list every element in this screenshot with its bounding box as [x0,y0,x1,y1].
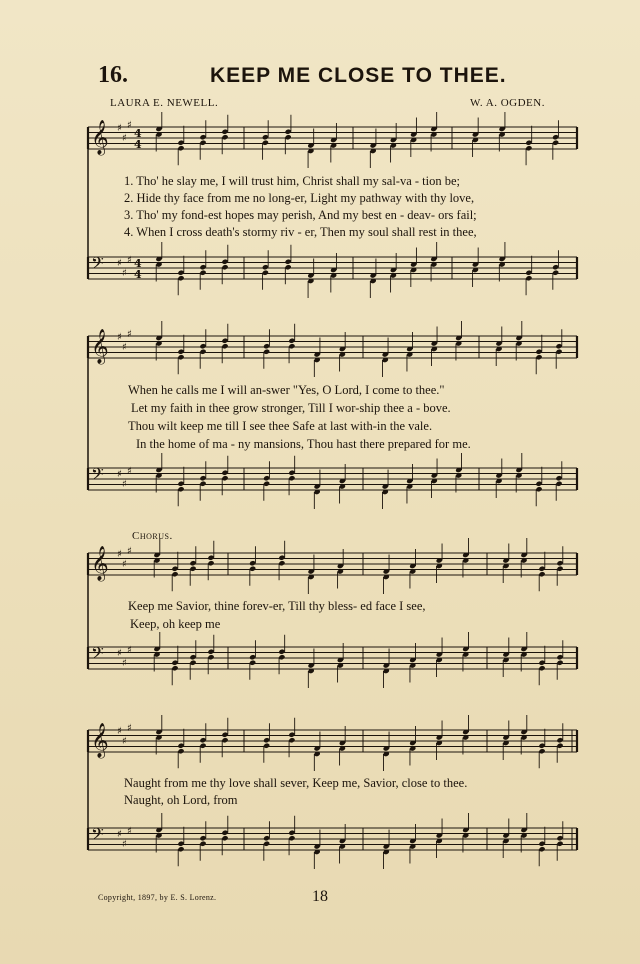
sharp-icon: ♯ [122,559,127,570]
verse-text: When I cross death's stormy riv - er, Then my soul shall rest in thee, [136,225,477,239]
treble-clef-icon: 𝄞 [91,329,109,364]
composer-credit: W. A. OGDEN. [470,97,545,109]
sharp-icon: ♯ [127,645,132,656]
copyright-notice: Copyright, 1897, by E. S. Lorenz. [98,893,217,902]
verse-number: 1. [124,174,134,188]
sharp-icon: ♯ [122,268,127,279]
sharp-icon: ♯ [117,648,122,659]
sharp-icon: ♯ [122,658,127,669]
verse-line-1-cont: When he calls me I will an-swer "Yes, O Lord, I come to thee." [128,383,445,397]
verse-text: Tho' he slay me, I will trust him, Christ shall my sal-va - tion be; [136,174,461,188]
sharp-icon: ♯ [117,332,122,343]
treble-clef-icon: 𝄞 [91,546,109,581]
hymn-title: KEEP ME CLOSE TO THEE. [210,64,507,87]
sharp-icon: ♯ [127,329,132,340]
sharp-icon: ♯ [117,549,122,560]
time-signature-bottom: 4 [134,268,142,281]
chorus-line-1-alt: Keep, oh keep me [130,617,221,631]
sharp-icon: ♯ [127,723,132,734]
bass-clef-icon: 𝄢 [91,464,104,488]
bass-clef-icon: 𝄢 [91,253,104,277]
sharp-icon: ♯ [127,826,132,837]
chorus-label: Chorus. [132,530,173,542]
chorus-line-2-alt: Naught, oh Lord, from [124,793,238,807]
chorus-line-1: Keep me Savior, thine forev-er, Till thy bless- ed face I see, [128,599,426,613]
verse-line-4-cont: In the home of ma - ny mansions, Thou hast there prepared for me. [136,437,471,451]
page-number: 18 [312,888,328,905]
sharp-icon: ♯ [122,342,127,353]
verse-line-2-cont: Let my faith in thee grow stronger, Till I wor-ship thee a - bove. [131,401,451,415]
sharp-icon: ♯ [122,133,127,144]
sharp-icon: ♯ [127,546,132,557]
verse-line-4 [124,225,477,240]
verse-line-1 [124,174,460,189]
sharp-icon: ♯ [122,479,127,490]
sharp-icon: ♯ [117,726,122,737]
time-signature-top: 4 [134,127,142,140]
sharp-icon: ♯ [127,466,132,477]
sharp-icon: ♯ [122,736,127,747]
sharp-icon: ♯ [122,839,127,850]
verse-line-3-cont: Thou wilt keep me till I see thee Safe at last with-in the vale. [128,419,433,433]
sharp-icon: ♯ [117,258,122,269]
sharp-icon: ♯ [117,829,122,840]
verse-number: 4. [124,225,134,239]
verse-text: Tho' my fond-est hopes may perish, And my best en - deav- ors fail; [136,208,477,222]
time-signature-bottom: 4 [134,138,142,151]
treble-clef-icon: 𝄞 [91,723,109,758]
lyricist-credit: LAURA E. NEWELL. [110,97,219,109]
hymn-number: 16. [98,62,128,88]
verse-line-2 [124,191,474,206]
sharp-icon: ♯ [127,120,132,131]
bass-clef-icon: 𝄢 [91,643,104,667]
treble-clef-icon: 𝄞 [91,120,109,155]
sharp-icon: ♯ [127,255,132,266]
verse-text: Hide thy face from me no long-er, Light my pathway with thy love, [136,191,475,205]
time-signature-top: 4 [134,257,142,270]
verse-number: 3. [124,208,134,222]
verse-number: 2. [124,191,134,205]
bass-clef-icon: 𝄢 [91,824,104,848]
verse-line-3 [124,208,477,223]
sharp-icon: ♯ [117,123,122,134]
sharp-icon: ♯ [117,469,122,480]
chorus-line-2: Naught from me thy love shall sever, Keep me, Savior, close to thee. [124,776,468,790]
